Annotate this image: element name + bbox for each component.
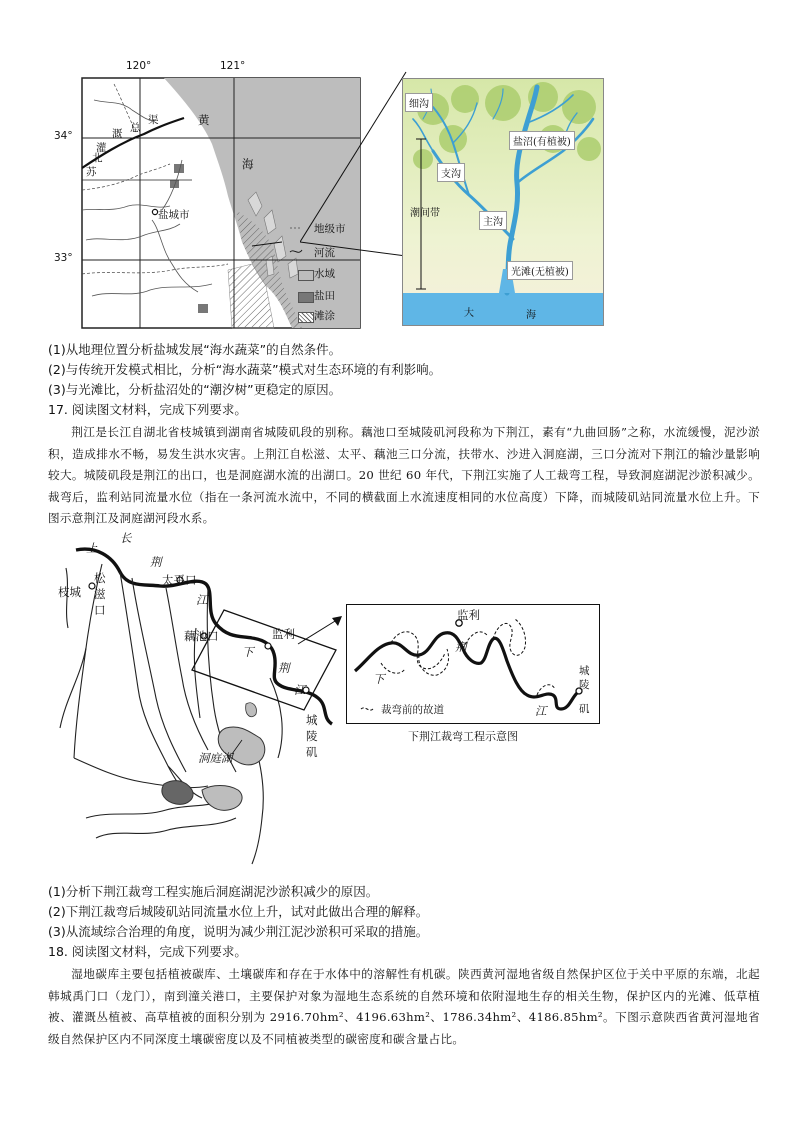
label-yanzhao: 盐沼(有植被) [509, 131, 575, 150]
huang-label: 黄 [198, 113, 210, 127]
legend-water-swatch [298, 270, 314, 281]
q16-item-2: (2)与传统开发模式相比，分析“海水蔬菜”模式对生态环境的有利影响。 [48, 362, 442, 377]
legend-river: 河流 [314, 247, 335, 259]
inset-label-ling: 陵 [579, 679, 590, 691]
label-ji: 矶 [306, 745, 318, 759]
inset-label-jianli: 监利 [457, 608, 480, 622]
label-xia: 下 [242, 645, 254, 659]
inset-label-jing: 荆 [455, 640, 467, 654]
yancheng-city-label: 盐城市 [158, 209, 190, 221]
label-taiping: 太平口 [162, 573, 197, 587]
bei-label: 北 [92, 152, 103, 164]
label-jiang2: 江 [294, 683, 306, 697]
label-ouchi: 藕池口 [184, 629, 219, 643]
q17-item-2: (2)下荆江裁弯后城陵矶站同流量水位上升，试对此做出合理的解释。 [48, 904, 429, 919]
label-zi: 滋 [94, 587, 106, 601]
cutoff-inset [346, 604, 600, 724]
connector-lines [300, 70, 410, 260]
tidal-creek-illustration [402, 78, 604, 326]
label-dongting: 洞庭湖 [198, 751, 233, 765]
label-sea: 海 [526, 310, 536, 321]
legend-water: 水域 [314, 268, 335, 280]
q16-item-3: (3)与光滩比，分析盐沼处的“潮汐树”更稳定的原因。 [48, 382, 342, 397]
q17-item-3: (3)从流域综合治理的角度，说明为减少荆江泥沙淤积可采取的措施。 [48, 924, 429, 939]
q18-title: 18. 阅读图文材料，完成下列要求。 [48, 944, 247, 959]
legend-salt-swatch [298, 292, 314, 303]
legend-flat-swatch [298, 312, 314, 323]
gai-label: 灌 [96, 142, 107, 154]
label-da: 大 [464, 308, 474, 319]
legend-salt: 盐田 [314, 290, 335, 302]
qu-label: 渠 [148, 114, 159, 126]
label-zhicheng: 枝城 [58, 585, 81, 599]
inset-label-jiang: 江 [535, 704, 547, 718]
lon-121-label: 121° [220, 60, 246, 72]
inset-label-xia: 下 [373, 672, 385, 686]
label-jing: 荆 [150, 555, 162, 569]
inset-label-ji: 矶 [579, 703, 590, 715]
label-cheng: 城 [306, 713, 318, 727]
su-label: 苏 [86, 166, 97, 178]
lat-34-label: 34° [54, 130, 73, 142]
zong-label: 总 [130, 122, 141, 134]
tidal-creek-drawing [403, 79, 603, 325]
q17-paragraph: 荆江是长江自湖北省枝城镇到湖南省城陵矶段的别称。藕池口至城陵矶河段称为下荆江，素有“九曲回肠”之称，水流缓慢，泥沙淤积，造成排水不畅，易发生洪水灾害。上荆江自松滋、太平、藕池三口分流，扶带水、沙进入洞庭湖，三口分流对下荆江的输沙量影响较大。城陵矶段是荆江的出口，也是洞庭湖水流的出湖口。20 世纪 60 年代，下荆江实施了人工裁弯工程，导致洞庭湖泥沙淤积减少。裁弯后，监利站同流量水位（指在一条河流水流中，不同的横截面上水流速度相同的水位高度）下降，而城陵矶站同流量水位上升。下图示意荆江及洞庭湖河段水系。 [48, 425, 760, 525]
label-jing2: 荆 [278, 661, 290, 675]
label-chang: 长 [120, 531, 132, 545]
label-xigou: 细沟 [405, 93, 433, 112]
inset-caption: 下荆江裁弯工程示意图 [408, 730, 518, 743]
q17-item-1: (1)分析下荆江裁弯工程实施后洞庭湖泥沙淤积减少的原因。 [48, 884, 379, 899]
label-zhugou: 主沟 [479, 211, 507, 230]
inset-legend: 裁弯前的故道 [381, 704, 444, 716]
label-jianli: 监利 [272, 627, 295, 641]
label-guangtan: 光滩(无植被) [507, 261, 573, 280]
q18-paragraph: 湿地碳库主要包括植被碳库、土壤碳库和存在于水体中的溶解性有机碳。陕西黄河湿地省级自然保护区位于关中平原的东端，北起韩城禹门口（龙门），南到潼关港口，主要保护对象为湿地生态系统的自然环境和依附湿地生存的相关生物，保护区内的光滩、低草植被、灌溉丛植被、高草植被的面积分别为 2916.70hm²、4196.63hm²、1786.34hm²、4186.85hm²。下图示意陕西省黄河湿地省级自然保护区内不同深度土壤碳密度以及不同植被类型的碳密度和碳含量占比。 [48, 967, 760, 1046]
lat-33-label: 33° [54, 252, 73, 264]
legend-city: 地级市 [314, 223, 346, 235]
inset-label-cheng: 城 [579, 665, 590, 677]
gai2-label: 溉 [112, 128, 123, 140]
q17-title: 17. 阅读图文材料，完成下列要求。 [48, 402, 247, 417]
label-zhigou: 支沟 [437, 163, 465, 182]
label-shang: 上 [86, 541, 98, 555]
inset-arrow [296, 610, 348, 650]
label-jiang: 江 [196, 593, 208, 607]
label-chaojian: 潮间带 [410, 208, 440, 219]
jingjiang-map [56, 528, 356, 868]
label-kou: 口 [94, 603, 106, 617]
q16-item-1: (1)从地理位置分析盐城发展“海水蔬菜”的自然条件。 [48, 342, 342, 357]
label-song: 松 [94, 571, 106, 585]
lon-120-label: 120° [126, 60, 152, 72]
hai-label: 海 [242, 157, 254, 171]
label-ling: 陵 [306, 729, 318, 743]
legend-flat: 滩涂 [314, 310, 335, 322]
